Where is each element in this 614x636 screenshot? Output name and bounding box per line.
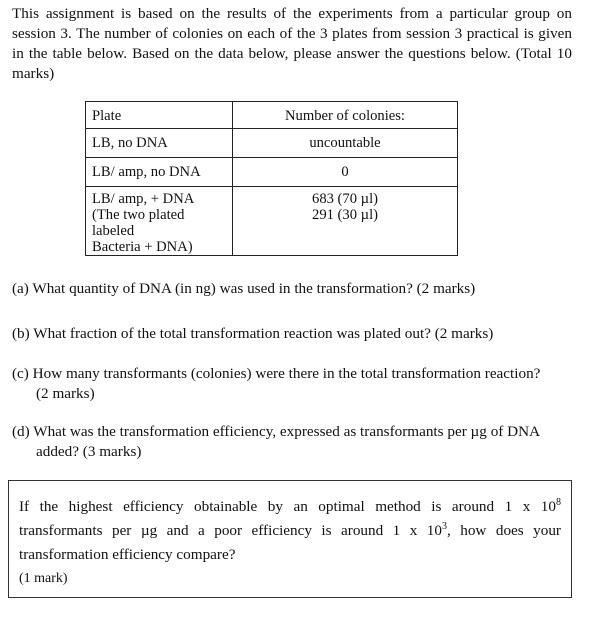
colonies-table [85, 101, 458, 256]
box-question-text: If the highest efficiency obtainable by an optimal method is around 1 x $10^8$ transformants per µg and a poor efficiency is around 1 x $10^3$, how does your transformation efficiency compare? [19, 497, 561, 563]
box-marks: (1 mark) [19, 571, 68, 586]
plate-cell: LB, no DNA [86, 129, 233, 158]
plate-cell: LB/ amp, + DNA (The two plated labeled Bacteria + DNA) [86, 187, 233, 256]
colonies-cell: uncountable [233, 129, 458, 158]
plate-cell: LB/ amp, no DNA [86, 158, 233, 187]
intro-paragraph: This assignment is based on the results of the experiments from a particular group on session 3. The number of colonies on each of the 3 plates from session 3 practical is given in the table below. Based on the data below, please answer the questions below. (Total 10 marks) [12, 5, 572, 82]
question-d: (d) What was the transformation efficiency, expressed as transformants per µg of DNA added? (3 marks) [12, 423, 541, 460]
header-plate: Plate [86, 102, 233, 129]
table-row [86, 158, 458, 187]
question-a: (a) What quantity of DNA (in ng) was used in the transformation? (2 marks) [12, 280, 476, 297]
table-row [86, 187, 458, 256]
table-row [86, 129, 458, 158]
colonies-cell: 683 (70 µl) 291 (30 µl) [233, 187, 458, 256]
colonies-cell: 0 [233, 158, 458, 187]
question-b: (b) What fraction of the total transformation reaction was plated out? (2 marks) [12, 325, 494, 342]
table-header-row [86, 102, 458, 129]
header-colonies: Number of colonies: [233, 102, 458, 129]
efficiency-question-box [8, 480, 572, 598]
question-c: (c) How many transformants (colonies) were there in the total transformation reaction? (2 marks) [12, 365, 541, 402]
